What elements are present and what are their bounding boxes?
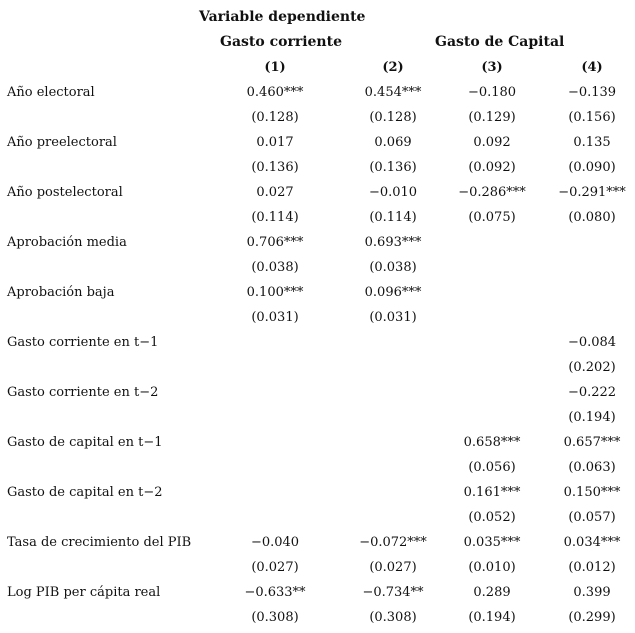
table-row [0,180,635,205]
table-row [0,480,635,505]
coef-cell: 0.657*** [563,435,621,450]
table-row-se [0,355,635,380]
table-row-se [0,305,635,330]
se-cell: (0.202) [568,360,616,375]
table-row-se [0,255,635,280]
coef-cell: 0.693*** [364,235,422,250]
coef-cell: 0.454*** [364,85,422,100]
table-row [0,530,635,555]
table-row [0,430,635,455]
row-label: Aprobación media [7,235,127,250]
se-cell: (0.129) [468,110,516,125]
coef-cell: −0.010 [368,185,418,200]
coef-cell: −0.734** [362,585,424,600]
table-row-se [0,155,635,180]
row-label: Log PIB per cápita real [7,585,161,600]
se-cell: (0.308) [251,610,299,625]
se-cell: (0.114) [251,210,299,225]
row-label: Gasto corriente en t−1 [7,335,159,350]
se-cell: (0.027) [369,560,417,575]
header-gasto-corriente: Gasto corriente [220,34,342,50]
table-row-se [0,405,635,430]
coef-cell: −0.072*** [359,535,427,550]
se-cell: (0.136) [251,160,299,175]
coef-cell: −0.633** [244,585,306,600]
se-cell: (0.063) [568,460,616,475]
coef-cell: −0.084 [567,335,617,350]
row-label: Año electoral [7,85,95,100]
table-row [0,580,635,605]
table-row [0,130,635,155]
se-cell: (0.114) [369,210,417,225]
row-label: Aprobación baja [7,285,115,300]
row-label: Tasa de crecimiento del PIB [7,535,192,550]
coef-cell: 0.027 [256,185,294,200]
coef-cell: 0.017 [256,135,294,150]
table-row-se [0,555,635,580]
se-cell: (0.057) [568,510,616,525]
se-cell: (0.090) [568,160,616,175]
se-cell: (0.012) [568,560,616,575]
row-label: Gasto de capital en t−1 [7,435,163,450]
se-cell: (0.308) [369,610,417,625]
coef-cell: 0.034*** [563,535,621,550]
table-row-se [0,455,635,480]
table-row-se [0,605,635,630]
se-cell: (0.010) [468,560,516,575]
coef-cell: −0.286*** [458,185,526,200]
column-header-2: (2) [382,60,404,75]
table-row-se [0,205,635,230]
se-cell: (0.194) [468,610,516,625]
coef-cell: −0.222 [567,385,617,400]
se-cell: (0.128) [251,110,299,125]
row-label: Año preelectoral [7,135,117,150]
table-row [0,380,635,405]
table-row-se [0,105,635,130]
se-cell: (0.038) [369,260,417,275]
se-cell: (0.136) [369,160,417,175]
coef-cell: 0.460*** [246,85,304,100]
se-cell: (0.156) [568,110,616,125]
se-cell: (0.128) [369,110,417,125]
header-variable-dependiente: Variable dependiente [199,9,366,25]
coef-cell: 0.092 [473,135,511,150]
column-header-4: (4) [581,60,603,75]
se-cell: (0.194) [568,410,616,425]
se-cell: (0.031) [369,310,417,325]
se-cell: (0.299) [568,610,616,625]
coef-cell: 0.658*** [463,435,521,450]
coef-cell: −0.040 [250,535,300,550]
coef-cell: 0.035*** [463,535,521,550]
coef-cell: 0.100*** [246,285,304,300]
coef-cell: −0.291*** [558,185,626,200]
se-cell: (0.080) [568,210,616,225]
coef-cell: 0.069 [374,135,412,150]
row-label: Gasto corriente en t−2 [7,385,159,400]
table-row [0,80,635,105]
row-label: Gasto de capital en t−2 [7,485,163,500]
table-row-se [0,505,635,530]
se-cell: (0.075) [468,210,516,225]
se-cell: (0.038) [251,260,299,275]
coef-cell: 0.161*** [463,485,521,500]
se-cell: (0.027) [251,560,299,575]
coef-cell: −0.180 [467,85,517,100]
column-header-1: (1) [264,60,286,75]
se-cell: (0.052) [468,510,516,525]
coef-cell: 0.150*** [563,485,621,500]
header-gasto-capital: Gasto de Capital [435,34,565,50]
table-row [0,230,635,255]
coef-cell: 0.706*** [246,235,304,250]
coef-cell: 0.399 [573,585,611,600]
coef-cell: 0.096*** [364,285,422,300]
coef-cell: 0.289 [473,585,511,600]
column-header-3: (3) [481,60,503,75]
table-row [0,280,635,305]
coef-cell: −0.139 [567,85,617,100]
se-cell: (0.031) [251,310,299,325]
se-cell: (0.092) [468,160,516,175]
coef-cell: 0.135 [573,135,611,150]
table-row [0,330,635,355]
row-label: Año postelectoral [7,185,123,200]
se-cell: (0.056) [468,460,516,475]
